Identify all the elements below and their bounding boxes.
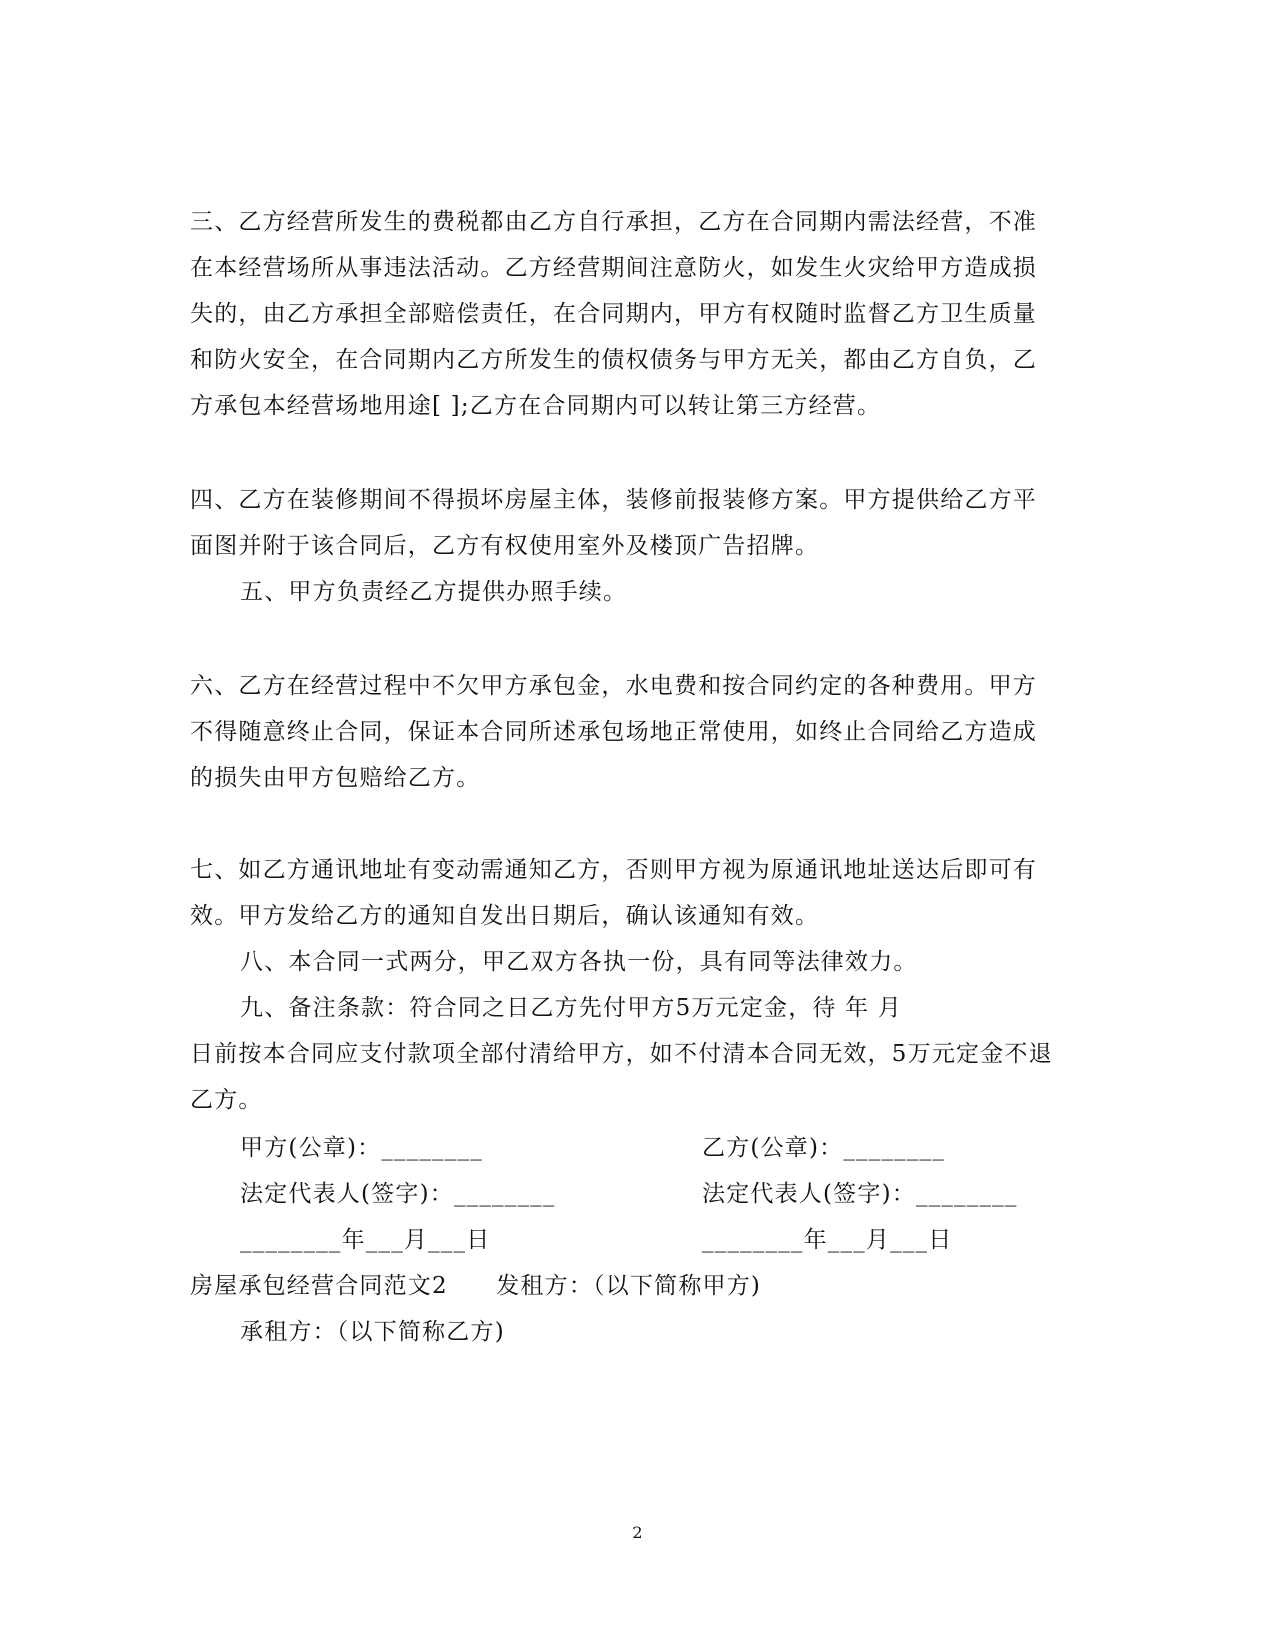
clause-3-line-5: 方承包本经营场地用途[ ];乙方在合同期内可以转让第三方经营。 [190, 393, 882, 419]
party-a-seal-field: 甲方(公章)：________ [240, 1135, 483, 1161]
clause-6-line-2: 不得随意终止合同，保证本合同所述承包场地正常使用，如终止合同给乙方造成 [190, 719, 1037, 745]
clause-4-line-2: 面图并附于该合同后，乙方有权使用室外及楼顶广告招牌。 [190, 533, 820, 559]
clause-7-line-2: 效。甲方发给乙方的通知自发出日期后，确认该通知有效。 [190, 903, 820, 929]
page-number: 2 [632, 1523, 643, 1542]
next-contract-heading: 房屋承包经营合同范文2 发租方：（以下简称甲方) [190, 1273, 762, 1299]
clause-6-line-3: 的损失由甲方包赔给乙方。 [190, 765, 481, 791]
clause-6-line-1: 六、乙方在经营过程中不欠甲方承包金，水电费和按合同约定的各种费用。甲方 [190, 673, 1037, 699]
clause-3-line-3: 失的，由乙方承担全部赔偿责任，在合同期内，甲方有权随时监督乙方卫生质量 [190, 301, 1037, 327]
party-b-representative-field: 法定代表人(签字)：________ [702, 1181, 1018, 1207]
clause-5: 五、甲方负责经乙方提供办照手续。 [240, 579, 628, 605]
party-b-date-field: ________年___月___日 [702, 1227, 953, 1253]
party-a-representative-field: 法定代表人(签字)：________ [240, 1181, 556, 1207]
clause-8: 八、本合同一式两分，甲乙双方各执一份，具有同等法律效力。 [240, 949, 918, 975]
party-a-date-field: ________年___月___日 [240, 1227, 491, 1253]
clause-9-line-3: 乙方。 [190, 1087, 263, 1113]
party-b-seal-field: 乙方(公章)：________ [702, 1135, 945, 1161]
clause-3-line-2: 在本经营场所从事违法活动。乙方经营期间注意防火，如发生火灾给甲方造成损 [190, 255, 1037, 281]
clause-7-line-1: 七、如乙方通讯地址有变动需通知乙方，否则甲方视为原通讯地址送达后即可有 [190, 857, 1037, 883]
clause-3-line-4: 和防火安全，在合同期内乙方所发生的债权债务与甲方无关，都由乙方自负，乙 [190, 347, 1037, 373]
clause-4-line-1: 四、乙方在装修期间不得损坏房屋主体，装修前报装修方案。甲方提供给乙方平 [190, 487, 1037, 513]
clause-9-line-1: 九、备注条款：符合同之日乙方先付甲方5万元定金，待 年 月 [240, 995, 903, 1021]
clause-3-line-1: 三、乙方经营所发生的费税都由乙方自行承担，乙方在合同期内需法经营，不准 [190, 209, 1037, 235]
clause-9-line-2: 日前按本合同应支付款项全部付清给甲方，如不付清本合同无效，5万元定金不退 [190, 1041, 1053, 1067]
next-contract-lessee: 承租方：（以下简称乙方) [240, 1319, 505, 1345]
